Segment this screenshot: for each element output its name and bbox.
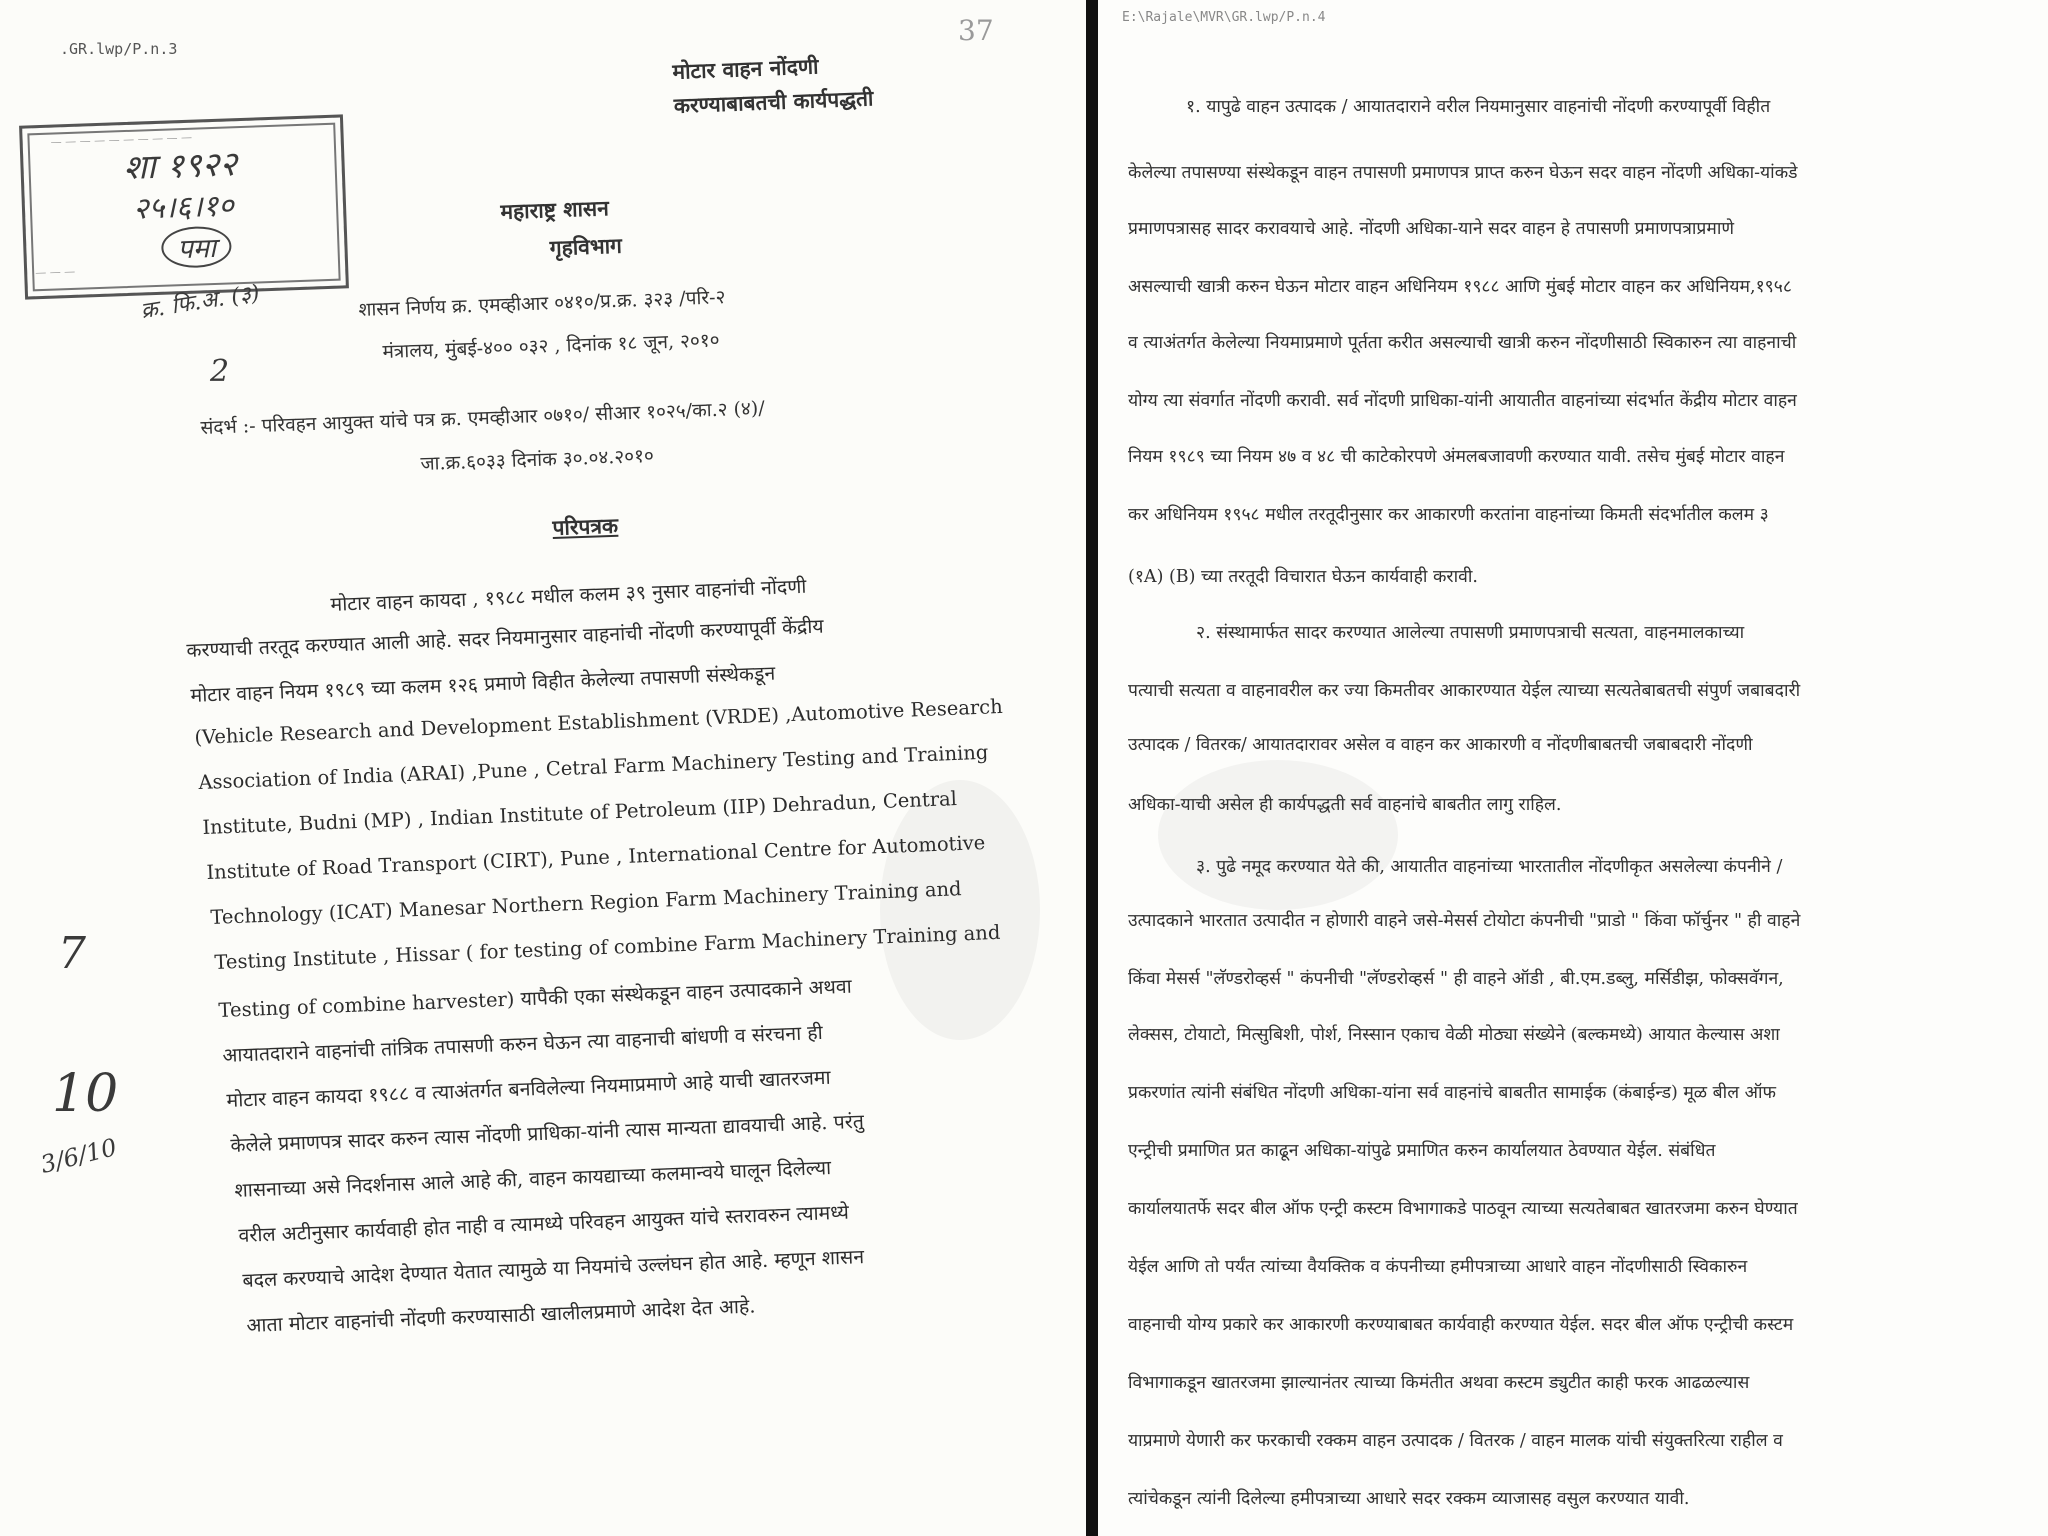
para-line: कर अधिनियम १९५८ मधील तरतूदीनुसार कर आकारणी करतांना वाहनांच्या किमती संदर्भातील कलम ३ (1128, 505, 1769, 525)
body-line: वरील अटीनुसार कार्यवाही होत नाही व त्यामध्ये परिवहन आयुक्त यांचे स्तरावरुन त्यामध्ये (238, 1200, 850, 1247)
reference-line-1: संदर्भ :- परिवहन आयुक्त यांचे पत्र क्र. एमव्हीआर ०७१०/ सीआर १०२५/का.२ (४)/ (200, 397, 766, 439)
margin-note-date: 3/6/10 (37, 1133, 120, 1179)
body-line: मोटार वाहन कायदा , १९८८ मधील कलम ३९ नुसार वाहनांची नोंदणी (330, 574, 807, 616)
stamp-date: २५।६।१० (132, 188, 235, 227)
para-line: याप्रमाणे येणारी कर फरकाची रक्कम वाहन उत्पादक / वितरक / वाहन मालक यांची संयुक्तरित्या राहील व (1128, 1431, 1783, 1451)
document-title (672, 50, 874, 120)
scan-smudge (880, 780, 1040, 1040)
body-line: Technology (ICAT) Manesar Northern Region Farm Machinery Training and (210, 877, 962, 929)
para-line: १. यापुढे वाहन उत्पादक / आयातदाराने वरील नियमानुसार वाहनांची नोंदणी करण्यापूर्वी विहीत (1186, 97, 1771, 117)
scan-smudge (1158, 760, 1398, 910)
body-line: आयातदाराने वाहनांची तांत्रिक तपासणी करुन घेऊन त्या वाहनाची बांधणी व संरचना ही (222, 1020, 824, 1067)
body-line: आता मोटार वाहनांची नोंदणी करण्यासाठी खालीलप्रमाणे आदेश देत आहे. (246, 1294, 756, 1337)
para-line: लेक्सस, टोयाटो, मित्सुबिशी, पोर्श, निस्सान एकाच वेळी मोठ्या संख्येने (बल्कमध्ये) आयात केल्यास अशा (1128, 1025, 1780, 1045)
para-line: व त्याअंतर्गत केलेल्या नियमाप्रमाणे पूर्तता करीत असल्याची खात्री करुन नोंदणीसाठी स्विकारुन त्या वाहनाची (1128, 333, 1797, 353)
para-line: केलेल्या तपासण्या संस्थेकडून वाहन तपासणी प्रमाणपत्र प्राप्त करुन घेऊन सदर वाहन नोंदणी अधिका-यांकडे (1128, 163, 1798, 183)
body-line: Institute, Budni (MP) , Indian Institute of Petroleum (IIP) Dehradun, Central (202, 787, 958, 839)
para-line: अधिका-याची असेल ही कार्यपद्धती सर्व वाहनांचे बाबतीत लागु राहिल. (1128, 795, 1562, 815)
file-reference: E:\Rajale\MVR\GR.lwp/P.n.4 (1122, 10, 1326, 25)
para-line: प्रमाणपत्रासह सादर करावयाचे आहे. नोंदणी अधिका-याने सदर वाहन हे तपासणी प्रमाणपत्राप्रमाणे (1128, 219, 1735, 239)
para-line: किंवा मेसर्स "लॅण्डरोव्हर्स " कंपनीची "लॅण्डरोव्हर्स " ही वाहने ऑडी , बी.एम.डब्लु, मर्सिडीझ, फोक्सवॅगन, (1128, 969, 1784, 989)
para-line: उत्पादकाने भारतात उत्पादीत न होणारी वाहने जसे-मेसर्स टोयोटा कंपनीची "प्राडो " किंवा फॉर्चुनर " ही वाहने (1128, 911, 1801, 931)
para-line: ३. पुढे नमूद करण्यात येते की, आयातीत वाहनांच्या भारतातील नोंदणीकृत असलेल्या कंपनीने / (1196, 857, 1783, 877)
margin-note-2: 2 (210, 354, 230, 389)
body-line: बदल करण्याचे आदेश देण्यात येतात त्यामुळे या नियमांचे उल्लंघन होत आहे. म्हणून शासन (242, 1245, 865, 1292)
stamp-section: पमा (161, 225, 233, 268)
title-line-2: करण्याबाबतची कार्यपद्धती (673, 85, 874, 118)
para-line: (१A) (B) च्या तरतूदी विचारात घेऊन कार्यवाही करावी. (1128, 567, 1478, 587)
circular-heading: परिपत्रक (552, 512, 619, 540)
para-line: येईल आणि तो पर्यंत त्यांच्या वैयक्तिक व कंपनीच्या हमीपत्राच्या आधारे वाहन नोंदणीसाठी स्विकारुन (1128, 1257, 1748, 1277)
body-line: केलेले प्रमाणपत्र सादर करुन त्यास नोंदणी प्राधिका-यांनी त्यास मान्यता द्यावयाची आहे. परंतु (230, 1109, 865, 1157)
reference-line-2: जा.क्र.६०३३ दिनांक ३०.०४.२०१० (420, 444, 655, 475)
margin-note-10: 10 (52, 1064, 119, 1124)
body-line: करण्याची तरतूद करण्यात आली आहे. सदर नियमानुसार वाहनांची नोंदणी करण्यापूर्वी केंद्रीय (186, 614, 825, 662)
page-divider (1086, 0, 1098, 1536)
para-line: असल्याची खात्री करुन घेऊन मोटार वाहन अधिनियम १९८८ आणि मुंबई मोटार वाहन कर अधिनियम,१९५८ (1128, 277, 1792, 297)
title-line-1: मोटार वाहन नोंदणी (672, 53, 819, 84)
body-line: मोटार वाहन कायदा १९८८ व त्याअंतर्गत बनविलेल्या नियमाप्रमाणे आहे याची खातरजमा (226, 1065, 831, 1112)
para-line: पत्याची सत्यता व वाहनावरील कर ज्या किमतीवर आकारण्यात येईल त्याच्या सत्यतेबाबतची संपुर्ण जबाबदारी (1128, 681, 1801, 701)
margin-note-7: 7 (58, 928, 86, 979)
para-line: वाहनाची योग्य प्रकारे कर आकारणी करण्याबाबत कार्यवाही करण्यात येईल. सदर बील ऑफ एन्ट्रीची कस्टम (1128, 1315, 1794, 1335)
issue-address-date: मंत्रालय, मुंबई-४०० ०३२ , दिनांक १८ जून, २०१० (382, 329, 720, 363)
para-line: विभागाकडून खातरजमा झाल्यानंतर त्याच्या किमंतीत अथवा कस्टम ड्युटीत काही फरक आढळल्यास (1128, 1373, 1750, 1393)
government-resolution-number: शासन निर्णय क्र. एमव्हीआर ०४१०/प्र.क्र. ३२३ /परि-२ (358, 286, 726, 321)
government-name: महाराष्ट्र शासन (500, 195, 610, 224)
body-line: Association of India (ARAI) ,Pune , Cetral Farm Machinery Testing and Training (198, 740, 989, 794)
government-header (500, 194, 622, 264)
body-line: मोटार वाहन नियम १९८९ च्या कलम १२६ प्रमाणे विहीत केलेल्या तपासणी संस्थेकडून (190, 661, 776, 707)
stamp-handwritten-note: क्र. फि.अ. (३) (139, 280, 262, 325)
department-name: गृहविभाग (549, 232, 623, 261)
para-line: २. संस्थामार्फत सादर करण्यात आलेल्या तपासणी प्रमाणपत्राची सत्यता, वाहनमालकाच्या (1196, 623, 1745, 643)
para-line: त्यांचेकडून त्यांनी दिलेल्या हमीपत्राच्या आधारे सदर रक्कम व्याजासह वसुल करण्यात यावी. (1128, 1489, 1690, 1509)
received-stamp: — — — — — — — — — — शा १९२२ २५।६।१० पमा — — — (19, 114, 349, 299)
body-line: शासनाच्या असे निदर्शनास आले आहे की, वाहन कायद्याच्या कलमान्वये घालून दिलेल्या (234, 1156, 832, 1202)
para-line: नियम १९८९ च्या नियम ४७ व ४८ ची काटेकोरपणे अंमलबजावणी करण्यात यावी. तसेच मुंबई मोटार वाहन (1128, 447, 1785, 467)
para-line: प्रकरणांत त्यांनी संबंधित नोंदणी अधिका-यांना सर्व वाहनांचे बाबतीत सामाईक (कंबाईन्ड) मूळ बील ऑफ (1128, 1083, 1777, 1103)
stamp-inward-number: शा १९२२ (122, 144, 238, 189)
folio-number: 37 (958, 14, 994, 47)
body-line: (Vehicle Research and Development Establishment (VRDE) ,Automotive Research (194, 694, 1004, 749)
file-reference: .GR.lwp/P.n.3 (60, 40, 178, 58)
para-line: उत्पादक / वितरक/ आयातदारावर असेल व वाहन कर आकारणी व नोंदणीबाबतची जबाबदारी नोंदणी (1128, 735, 1753, 755)
para-line: योग्य त्या संवर्गात नोंदणी करावी. सर्व नोंदणी प्राधिका-यांनी आयातीत वाहनांच्या संदर्भात केंद्रीय मोटार वाहन (1128, 391, 1797, 411)
body-line: Testing of combine harvester) यापैकी एका संस्थेकडून वाहन उत्पादकाने अथवा (218, 974, 853, 1022)
body-line: Institute of Road Transport (CIRT), Pune , International Centre for Automotive (206, 831, 986, 884)
para-line: कार्यालयातर्फे सदर बील ऑफ एन्ट्री कस्टम विभागाकडे पाठवून त्याच्या सत्यतेबाबत खातरजमा करुन घेण्यात (1128, 1199, 1798, 1219)
body-line: Testing Institute , Hissar ( for testing of combine Farm Machinery Training and (214, 920, 1001, 974)
para-line: एन्ट्रीची प्रमाणित प्रत काढून अधिका-यांपुढे प्रमाणित करुन कार्यालयात ठेवण्यात येईल. संबंधित (1128, 1141, 1716, 1161)
